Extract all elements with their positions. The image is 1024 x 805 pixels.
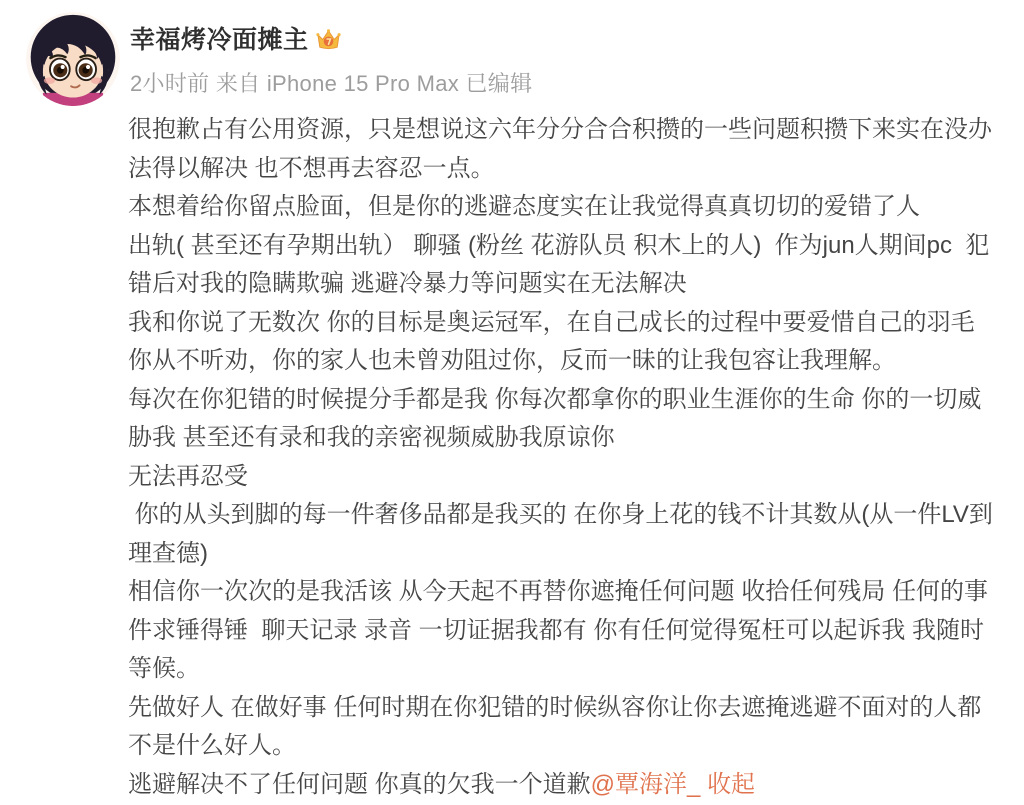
vip-crown-icon — [315, 26, 342, 53]
post-text-segment: 你从不听劝，你的家人也未曾劝阻过你，反而一昧的让我包容让我理解。 — [128, 347, 896, 374]
avatar[interactable] — [26, 12, 120, 106]
post-text-segment: 件求锤得锤 聊天记录 录音 一切证据我都有 你有任何觉得冤枉可以起诉我 我随时 — [128, 616, 985, 644]
username[interactable]: 幸福烤冷面摊主 — [130, 26, 309, 54]
post-text-line — [128, 535, 1008, 574]
post-text-line — [128, 727, 1008, 766]
post-text-line — [128, 227, 1008, 266]
post-text-line — [128, 419, 1008, 458]
post-text-segment: 先做好人 在做好事 任何时期在你犯错的时候纵容你让你去遮掩逃避不面对的人都 — [128, 693, 982, 721]
post-text-segment: 法得以解决 也不想再去容忍一点。 — [128, 154, 495, 182]
avatar-illustration — [26, 12, 120, 106]
post-header — [130, 20, 532, 98]
post-text-segment: 等候。 — [128, 655, 200, 682]
post-text-segment: 胁我 甚至还有录和我的亲密视频威胁我原谅你 — [128, 424, 615, 451]
post-text-segment: 理查德) — [128, 539, 208, 567]
post-text-line — [128, 265, 1008, 304]
post-text-line — [128, 573, 1008, 612]
post-text-segment: 不是什么好人。 — [128, 732, 296, 759]
post-text-line — [128, 111, 1008, 150]
post-text-segment: 很抱歉占有公用资源，只是想说这六年分分合合积攒的一些问题积攒下来实在没办 — [128, 116, 992, 143]
post-text-segment: 出轨( 甚至还有孕期出轨） 聊骚 (粉丝 花游队员 积木上的人) 作为jun人期间pc 犯 — [128, 231, 990, 259]
post-text-line — [128, 689, 1008, 728]
post-text-line — [128, 188, 1008, 227]
post-timestamp: 2小时前 来自 iPhone 15 Pro Max 已编辑 — [130, 71, 533, 96]
post-text-line — [128, 766, 1008, 805]
post-text-line — [128, 496, 1008, 535]
post-text-line — [128, 342, 1008, 381]
post-text-segment: 相信你一次次的是我活该 从今天起不再替你遮掩任何问题 收拾任何残局 任何的事 — [128, 578, 989, 605]
post-text-line — [128, 150, 1008, 189]
mention-link-qinhaiyang[interactable]: @覃海洋_ — [590, 770, 701, 798]
collapse-link[interactable]: 收起 — [707, 770, 756, 798]
post-text-segment: 每次在你犯错的时候提分手都是我 你每次都拿你的职业生涯你的生命 你的一切威 — [128, 385, 982, 413]
post-text-line — [128, 458, 1008, 497]
post-text-line — [128, 304, 1008, 343]
post-text-line — [128, 612, 1008, 651]
post-text-line — [128, 650, 1008, 689]
post-text-segment: 本想着给你留点脸面，但是你的逃避态度实在让我觉得真真切切的爱错了人 — [128, 193, 920, 220]
post-text-segment: 逃避解决不了任何问题 你真的欠我一个道歉 — [128, 770, 591, 798]
post-text-line — [128, 381, 1008, 420]
post-content — [128, 111, 1008, 804]
post-text-segment: 错后对我的隐瞒欺骗 逃避冷暴力等问题实在无法解决 — [128, 270, 687, 297]
post-text-segment: 无法再忍受 — [128, 462, 248, 490]
post-text-segment: 我和你说了无数次 你的目标是奥运冠军，在自己成长的过程中要爱惜自己的羽毛 — [128, 308, 975, 336]
post-text-segment: 你的从头到脚的每一件奢侈品都是我买的 在你身上花的钱不计其数从(从一件LV到 — [128, 501, 993, 528]
